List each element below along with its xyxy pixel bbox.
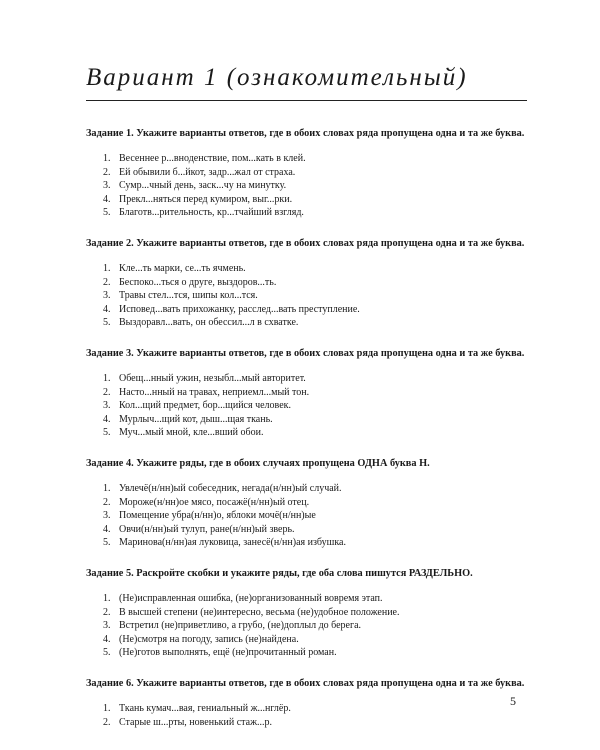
option-text: (Не)готов выполнять, ещё (не)прочитанный роман. (119, 647, 337, 658)
option-number: 1. (103, 593, 111, 604)
option-number: 5. (103, 647, 111, 658)
option-text: Весеннее р...вноденствие, пом...кать в клей. (119, 153, 306, 164)
option-number: 3. (103, 290, 111, 301)
option-number: 1. (103, 703, 111, 714)
option-text: В высшей степени (не)интересно, весьма (не)удобное положение. (119, 606, 400, 618)
task-option (103, 386, 527, 400)
option-text: Кле...ть марки, се...ть ячмень. (119, 263, 246, 274)
option-text: (Не)исправленная ошибка, (не)организованный вовремя этап. (119, 593, 383, 604)
task-option (103, 372, 527, 386)
task-option (103, 509, 527, 523)
option-text: Благотв...рительность, кр...тчайший взгляд. (119, 207, 304, 218)
task-option (103, 482, 527, 496)
task-option (103, 716, 527, 730)
option-text: Овчи(н/нн)ый тулуп, ране(н/нн)ый зверь. (119, 523, 295, 535)
task-option (103, 426, 527, 440)
option-text: Обещ...нный ужин, незыбл...мый авторитет. (119, 373, 306, 384)
option-number: 4. (103, 633, 111, 645)
task-option (103, 179, 527, 193)
option-text: Беспоко...ться о друге, выздоров...ть. (119, 276, 277, 288)
option-text: Кол...щий предмет, бор...щийся человек. (119, 400, 292, 411)
task-option (103, 166, 527, 180)
option-text: Встретил (не)приветливо, а грубо, (не)доплыл до берега. (119, 620, 362, 631)
option-text: Старые ш...рты, новенький стаж...р. (119, 716, 272, 728)
option-number: 5. (103, 317, 111, 328)
option-text: Маринова(н/нн)ая луковица, занесё(н/нн)ая избушка. (119, 537, 346, 548)
task-section (86, 237, 527, 330)
option-number: 5. (103, 207, 111, 218)
task-option (103, 262, 527, 276)
task-options-list (86, 592, 527, 660)
task-heading: Задание 5. Раскройте скобки и укажите ряды, где оба слова пишутся РАЗДЕЛЬНО. (86, 568, 473, 579)
task-option (103, 633, 527, 647)
task-option (103, 152, 527, 166)
task-option (103, 316, 527, 330)
option-number: 1. (103, 483, 111, 494)
option-number: 5. (103, 427, 111, 438)
page-title: Вариант 1 (ознакомительный) (86, 64, 468, 91)
option-text: Выздоравл...вать, он обессил...л в схватке. (119, 317, 299, 328)
task-options-list (86, 262, 527, 330)
task-heading: Задание 1. Укажите варианты ответов, где в обоих словах ряда пропущена одна и та же буква. (86, 128, 525, 139)
task-option (103, 523, 527, 537)
task-option (103, 399, 527, 413)
task-heading: Задание 2. Укажите варианты ответов, где в обоих словах ряда пропущена одна и та же буква. (86, 238, 525, 249)
task-option (103, 606, 527, 620)
option-number: 4. (103, 193, 111, 205)
option-text: Мороже(н/нн)ое мясо, посажё(н/нн)ый отец. (119, 496, 310, 508)
option-text: Ткань кумач...вая, гениальный ж...нглёр. (119, 703, 291, 714)
task-section (86, 347, 527, 440)
option-number: 4. (103, 303, 111, 315)
option-number: 1. (103, 373, 111, 384)
task-options-list (86, 702, 527, 729)
option-text: Ей обывили б...йкот, задр...жал от страха. (119, 166, 296, 178)
option-number: 1. (103, 153, 111, 164)
title-divider (86, 100, 527, 101)
option-number: 2. (103, 166, 111, 178)
task-heading: Задание 6. Укажите варианты ответов, где в обоих словах ряда пропущена одна и та же буква. (86, 678, 525, 689)
task-heading: Задание 3. Укажите варианты ответов, где в обоих словах ряда пропущена одна и та же буква. (86, 348, 525, 359)
task-section (86, 567, 527, 660)
option-number: 3. (103, 510, 111, 521)
task-options-list (86, 482, 527, 550)
tasks-container (86, 127, 527, 747)
option-text: Исповед...вать прихожанку, расслед...вать преступление. (119, 303, 360, 315)
task-option (103, 702, 527, 716)
option-number: 2. (103, 386, 111, 398)
option-number: 2. (103, 716, 111, 728)
task-option (103, 413, 527, 427)
option-text: Муч...мый мной, кле...вший обои. (119, 427, 264, 438)
task-option (103, 619, 527, 633)
task-option (103, 289, 527, 303)
task-option (103, 206, 527, 220)
page-number: 5 (510, 694, 516, 708)
task-section (86, 677, 527, 729)
option-number: 3. (103, 400, 111, 411)
option-text: Насто...нный на травах, неприемл...мый тон. (119, 386, 310, 398)
option-number: 3. (103, 180, 111, 191)
option-text: Прекл...няться перед кумиром, выг...рки. (119, 193, 293, 205)
option-number: 2. (103, 606, 111, 618)
task-option (103, 276, 527, 290)
task-option (103, 536, 527, 550)
task-option (103, 592, 527, 606)
task-options-list (86, 372, 527, 440)
task-section (86, 127, 527, 220)
task-option (103, 303, 527, 317)
task-heading: Задание 4. Укажите ряды, где в обоих случаях пропущена ОДНА буква Н. (86, 458, 430, 469)
option-number: 2. (103, 496, 111, 508)
option-number: 1. (103, 263, 111, 274)
option-number: 2. (103, 276, 111, 288)
option-text: Увлечё(н/нн)ый собеседник, негада(н/нн)ый случай. (119, 483, 342, 494)
option-text: Помещение убра(н/нн)о, яблоки мочё(н/нн)ые (119, 510, 316, 521)
task-section (86, 457, 527, 550)
task-option (103, 646, 527, 660)
task-options-list (86, 152, 527, 220)
option-number: 5. (103, 537, 111, 548)
option-number: 4. (103, 413, 111, 425)
task-option (103, 496, 527, 510)
option-number: 4. (103, 523, 111, 535)
option-text: Мурлыч...щий кот, дыш...щая ткань. (119, 413, 273, 425)
task-option (103, 193, 527, 207)
option-text: Травы стел...тся, шипы кол...тся. (119, 290, 258, 301)
option-text: (Не)смотря на погоду, запись (не)найдена. (119, 633, 299, 645)
option-text: Сумр...чный день, заск...чу на минутку. (119, 180, 287, 191)
option-number: 3. (103, 620, 111, 631)
